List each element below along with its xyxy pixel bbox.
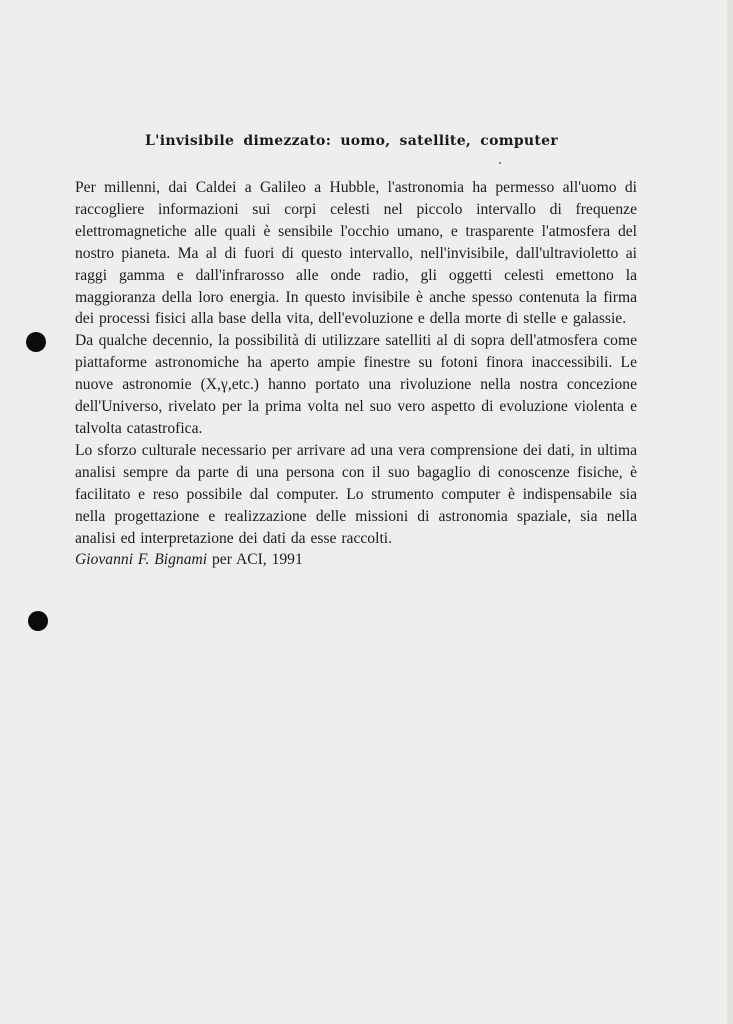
signature-line [75, 549, 637, 571]
document-title: L'invisibile dimezzato: uomo, satellite, computer [145, 133, 559, 149]
paragraph-3: Lo sforzo culturale necessario per arrivare ad una vera comprensione dei dati, in ultima analisi sempre da parte di una persona con il suo bagaglio di conoscenze fisiche, è facilitato e reso possibile dal computer. Lo strumento computer è indispensabile sia nella progettazione e realizzazione delle missioni di astronomia spaziale, sia nella analisi ed interpretazione dei dati da esse raccolti. [75, 441, 637, 547]
punch-hole-bottom [28, 611, 48, 631]
signature-suffix: per ACI, 1991 [207, 551, 303, 569]
punch-hole-top [26, 332, 46, 352]
document-body [75, 177, 637, 571]
signature-author: Giovanni F. Bignami [75, 551, 208, 569]
paragraph-2: Da qualche decennio, la possibilità di utilizzare satelliti al di sopra dell'atmosfera come piattaforme astronomiche ha aperto ampie finestre su fotoni finora inaccessibili. Le nuove astronomie (X,γ,etc.) hanno portato una rivoluzione nella nostra concezione dell'Universo, rivelato per la prima volta nel suo vero aspetto di evoluzione violenta e talvolta catastrofica. [75, 332, 637, 437]
paper-speck [499, 162, 501, 164]
paragraph-1: Per millenni, dai Caldei a Galileo a Hubble, l'astronomia ha permesso all'uomo di raccogliere informazioni sui corpi celesti nel piccolo intervallo di frequenze elettromagnetiche alle quali è sensibile l'occhio umano, e trasparente l'atmosfera del nostro pianeta. Ma al di fuori di questo intervallo, nell'invisibile, dall'ultravioletto ai raggi gamma e dall'infrarosso alle onde radio, gli oggetti celesti emettono la maggioranza della loro energia. In questo invisibile è anche spesso contenuta la firma dei processi fisici alla base della vita, dell'evoluzione e della morte di stelle e galassie. [75, 179, 637, 328]
